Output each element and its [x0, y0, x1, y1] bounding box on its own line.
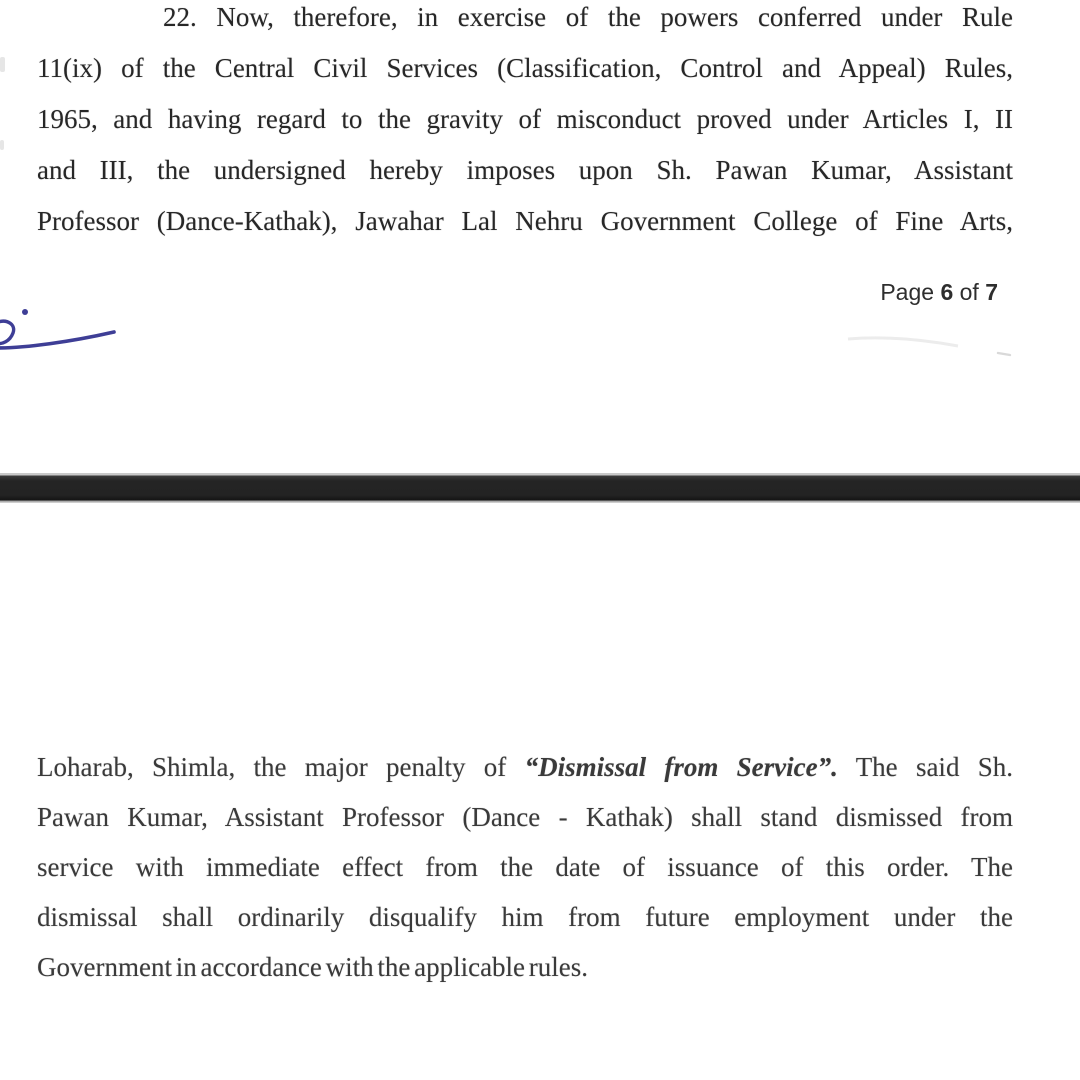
line-suffix: The said Sh.	[855, 752, 1013, 782]
paragraph-line: Government in accordance with the applicable rules.	[37, 952, 589, 982]
scan-artifact	[0, 57, 5, 72]
signature-fragment	[0, 298, 130, 360]
dismissal-emphasis: “Dismissal from Service”.	[524, 752, 838, 782]
smudge-line	[848, 338, 958, 346]
paragraph-line: and III, the undersigned hereby imposes upon Sh. Pawan Kumar, Assistant	[37, 155, 1013, 185]
scan-smudge	[830, 330, 1030, 364]
signature-ink-curve	[0, 321, 14, 343]
paragraph-line: dismissal shall ordinarily disqualify him from future employment under the	[37, 902, 1013, 932]
footer-total-pages: 7	[985, 279, 998, 305]
page-separator-bar	[0, 473, 1080, 503]
paragraph-line	[37, 742, 1013, 792]
paragraph-line: 1965, and having regard to the gravity of misconduct proved under Articles I, II	[37, 104, 1013, 134]
page-footer	[880, 279, 998, 305]
signature-ink-sweep	[0, 332, 114, 348]
paragraph-line: Pawan Kumar, Assistant Professor (Dance - Kathak) shall stand dismissed from	[37, 802, 1013, 832]
paragraph-line: 11(ix) of the Central Civil Services (Classification, Control and Appeal) Rules,	[37, 53, 1013, 83]
paragraph-line: 22. Now, therefore, in exercise of the powers conferred under Rule	[163, 2, 1013, 32]
smudge-dash	[998, 353, 1010, 355]
paragraph-line: Professor (Dance-Kathak), Jawahar Lal Nehru Government College of Fine Arts,	[37, 206, 1013, 236]
footer-of-word: of	[959, 279, 979, 305]
paragraph-22	[37, 0, 1013, 247]
signature-ink-dot	[22, 309, 28, 315]
footer-current-page: 6	[940, 279, 954, 305]
footer-page-word: Page	[880, 279, 935, 305]
paragraph-dismissal	[37, 742, 1013, 992]
scan-artifact	[0, 140, 4, 150]
line-prefix: Loharab, Shimla, the major penalty of	[37, 752, 507, 782]
paragraph-line: service with immediate effect from the date of issuance of this order. The	[37, 852, 1013, 882]
